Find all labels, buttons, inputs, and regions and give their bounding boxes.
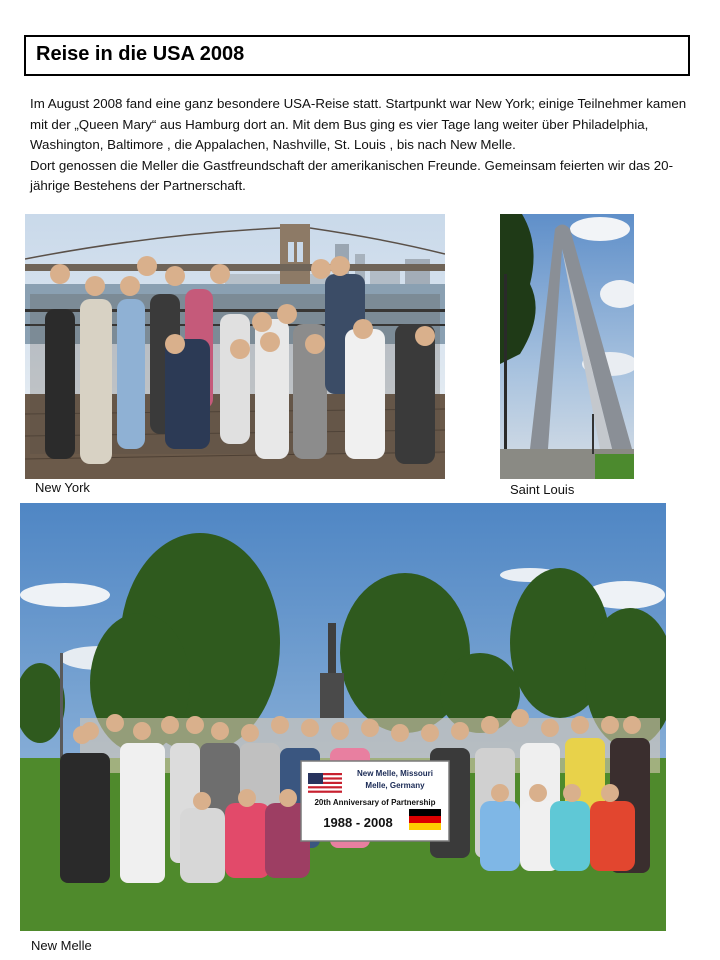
new-york-photo	[25, 214, 445, 479]
banner-line-1: New Melle, Missouri	[356, 769, 434, 778]
saint-louis-caption: Saint Louis	[510, 482, 575, 497]
page-title: Reise in die USA 2008	[24, 35, 690, 76]
new-melle-caption: New Melle	[31, 938, 92, 953]
banner-line-2: Melle, Germany	[365, 781, 425, 790]
new-melle-photo	[20, 503, 666, 931]
intro-paragraph-2: Dort genossen die Meller die Gastfreundschaft der amerikanischen Freunde. Gemeinsam feierten wir das 20-jährige Bestehens der Partnerschaft.	[30, 157, 673, 193]
new-york-caption: New York	[35, 480, 90, 495]
intro-paragraph-1: Im August 2008 fand eine ganz besondere USA-Reise statt. Startpunkt war New York; einige Teilnehmer kamen mit der „Queen Mary“ aus Hamburg dort an. Mit dem Bus ging es vier Tage lang weiter über Philadelphia, Washington, Baltimore , die Appalachen, Nashville, St. Louis , bis nach New Melle.	[30, 96, 687, 152]
banner-line-4: 1988 - 2008	[323, 815, 393, 830]
intro-text	[30, 94, 702, 197]
saint-louis-photo	[500, 214, 634, 479]
banner-line-3: 20th Anniversary of Partnership	[314, 798, 436, 807]
